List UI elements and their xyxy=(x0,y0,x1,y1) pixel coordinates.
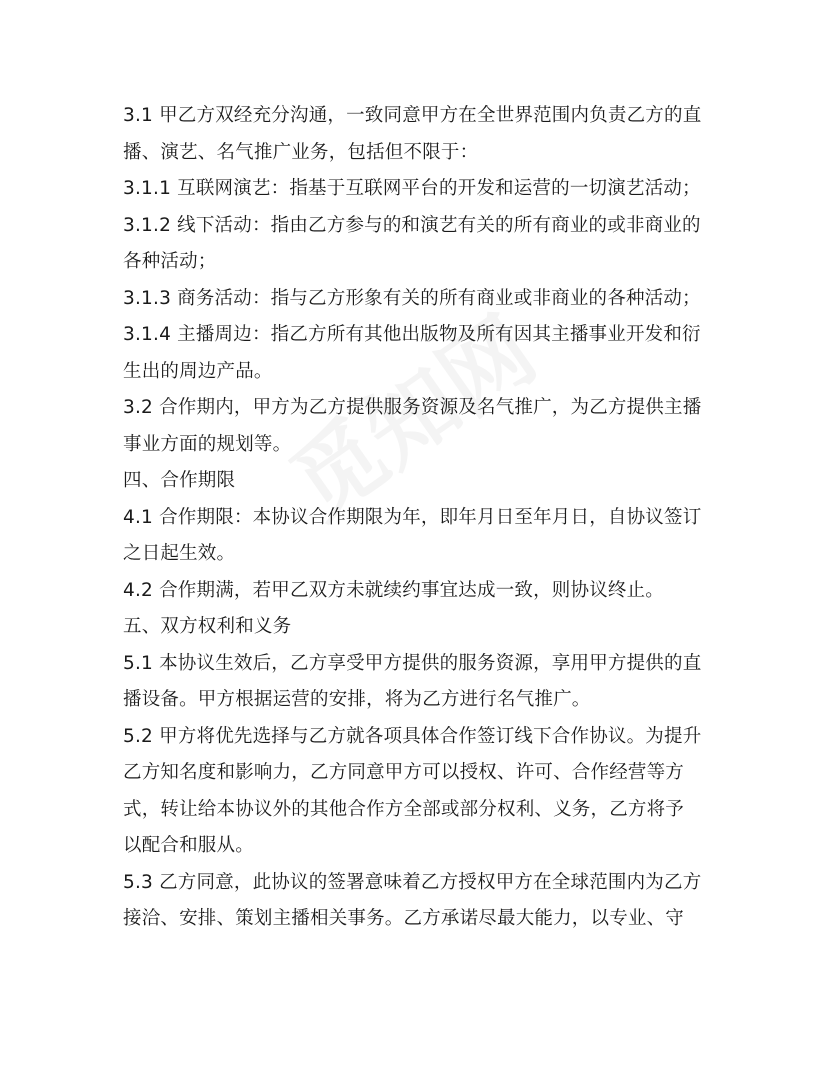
text-line: 之日起生效。 xyxy=(123,543,236,564)
text-line: 3.1.2 线下活动：指由乙方参与的和演艺有关的所有商业的或非商业的 xyxy=(123,214,701,236)
text-line: 接洽、安排、策划主播相关事务。乙方承诺尽最大能力，以专业、守 xyxy=(123,908,685,929)
section-heading: 四、合作期限 xyxy=(123,470,236,491)
text-line: 3.1 甲乙方双经充分沟通，一致同意甲方在全世界范围内负责乙方的直 xyxy=(123,105,702,126)
text-line: 事业方面的规划等。 xyxy=(123,433,292,455)
text-line: 乙方知名度和影响力，乙方同意甲方可以授权、许可、合作经营等方 xyxy=(123,762,685,783)
section-heading: 五、双方权利和义务 xyxy=(123,616,292,637)
text-line: 5.3 乙方同意，此协议的签署意味着乙方授权甲方在全球范围内为乙方 xyxy=(123,871,702,893)
document-body xyxy=(123,98,713,938)
text-line: 播设备。甲方根据运营的安排，将为乙方进行名气推广。 xyxy=(123,689,591,710)
text-line: 4.2 合作期满，若甲乙双方未就续约事宜达成一致，则协议终止。 xyxy=(123,579,665,601)
text-line: 3.2 合作期内，甲方为乙方提供服务资源及名气推广，为乙方提供主播 xyxy=(123,397,702,418)
text-line: 各种活动； xyxy=(123,251,217,272)
text-line: 3.1.3 商务活动：指与乙方形象有关的所有商业或非商业的各种活动； xyxy=(123,287,701,309)
text-line: 3.1.1 互联网演艺：指基于互联网平台的开发和运营的一切演艺活动； xyxy=(123,178,701,199)
text-line: 5.2 甲方将优先选择与乙方就各项具体合作签订线下合作协议。为提升 xyxy=(123,725,702,747)
text-line: 4.1 合作期限：本协议合作期限为年，即年月日至年月日，自协议签订 xyxy=(123,506,702,528)
text-line: 5.1 本协议生效后，乙方享受甲方提供的服务资源，享用甲方提供的直 xyxy=(123,652,702,674)
text-line: 式，转让给本协议外的其他合作方全部或部分权利、义务，乙方将予 xyxy=(123,798,685,820)
text-line: 生出的周边产品。 xyxy=(123,360,273,382)
text-line: 以配合和服从。 xyxy=(123,835,254,856)
text-line: 3.1.4 主播周边：指乙方所有其他出版物及所有因其主播事业开发和衍 xyxy=(123,324,701,345)
text-line: 播、演艺、名气推广业务，包括但不限于： xyxy=(123,141,479,163)
